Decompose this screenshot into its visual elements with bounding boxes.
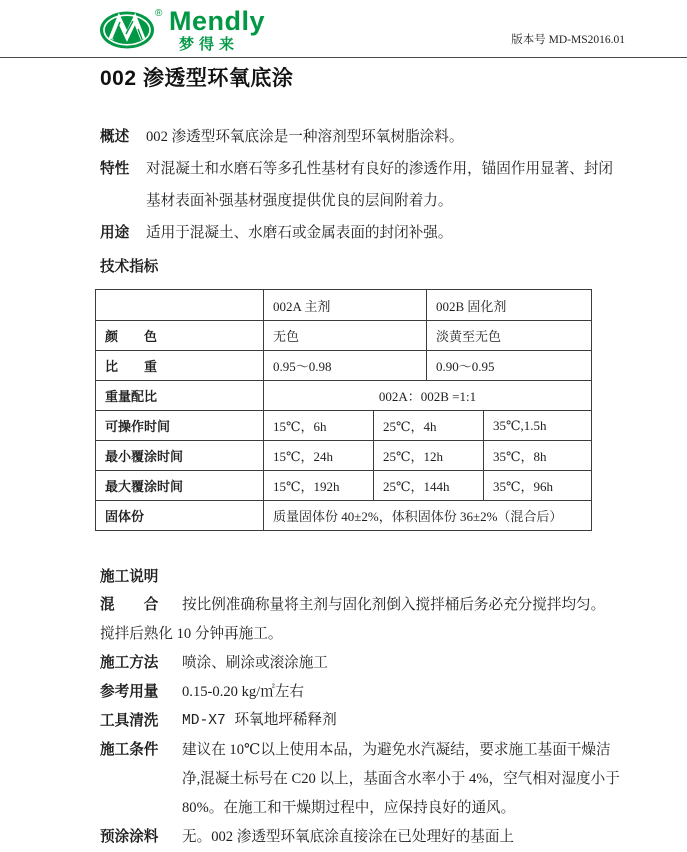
table-cell-value: 25℃，144h — [373, 471, 483, 500]
table-row-max-recoat — [96, 470, 591, 500]
table-cell-value: 002A：002B =1:1 — [263, 381, 591, 410]
table-row-solids — [96, 500, 591, 530]
app-item-coverage — [100, 678, 624, 707]
tech-spec-heading: 技术指标 — [100, 259, 159, 275]
table-cell-value: 0.95～0.98 — [263, 351, 426, 380]
app-item-mixing-continuation: 搅拌后熟化 10 分钟再施工。 — [100, 626, 283, 642]
table-row-color — [96, 320, 591, 350]
overview-label: 特性 — [100, 161, 130, 177]
overview-label: 概述 — [100, 129, 130, 145]
app-item-method — [100, 649, 624, 678]
app-item-text: 按比例准确称量将主剂与固化剂倒入搅拌桶后务必充分搅拌均匀。 — [182, 597, 606, 613]
table-cell-value: 0.90～0.95 — [426, 351, 591, 380]
app-item-conditions — [100, 736, 624, 823]
overview-text: 对混凝土和水磨石等多孔性基材有良好的渗透作用，锚固作用显著、封闭基材表面补强基材强度提供优良的层间附着力。 — [146, 161, 614, 209]
table-row-specific-gravity — [96, 350, 591, 380]
app-item-label: 施工条件 — [100, 742, 159, 758]
app-item-label: 工具清洗 — [100, 713, 159, 729]
table-cell-label: 重量配比 — [105, 389, 158, 404]
tech-spec-table — [95, 289, 592, 531]
table-cell-label: 颜 色 — [105, 329, 158, 344]
table-cell-label: 最小覆涂时间 — [105, 449, 184, 464]
app-item-text: 喷涂、刷涂或滚涂施工 — [182, 655, 328, 671]
table-row-header — [96, 290, 591, 320]
table-cell-002b: 002B 固化剂 — [426, 290, 591, 320]
overview-item-usage — [100, 217, 624, 249]
page-title: 002 渗透型环氧底涂 — [100, 67, 294, 90]
table-cell-value: 35℃，96h — [483, 471, 591, 500]
table-cell-value: 35℃,1.5h — [483, 411, 591, 440]
app-item-mixing — [100, 591, 624, 620]
registered-mark: ® — [155, 8, 163, 19]
table-row-mix-ratio — [96, 380, 591, 410]
overview-section — [100, 121, 624, 249]
table-cell-label: 比 重 — [105, 359, 158, 374]
table-cell-value: 15℃，6h — [263, 411, 373, 440]
table-cell-label: 固体份 — [105, 509, 145, 524]
page-header — [0, 0, 687, 58]
overview-label: 用途 — [100, 225, 130, 241]
application-heading: 施工说明 — [100, 569, 159, 585]
table-cell-value: 无色 — [263, 321, 426, 350]
app-item-label: 施工方法 — [100, 655, 159, 671]
table-row-min-recoat — [96, 440, 591, 470]
app-item-label: 混 合 — [100, 597, 159, 613]
app-item-text: 建议在 10℃以上使用本品，为避免水汽凝结，要求施工基面干燥洁净,混凝土标号在 C20 以上，基面含水率小于 4%，空气相对湿度小于 80%。在施工和干燥期过程中，应保持良好的通风。 — [182, 742, 620, 816]
application-section — [100, 563, 624, 852]
table-cell-value: 质量固体份 40±2%，体积固体份 36±2%（混合后） — [263, 501, 591, 530]
table-cell-value: 15℃，24h — [263, 441, 373, 470]
document-content — [100, 64, 624, 852]
mendly-oval-m-icon — [99, 6, 165, 52]
overview-text: 适用于混凝土、水磨石或金属表面的封闭补强。 — [146, 225, 453, 241]
app-item-precoat — [100, 823, 624, 852]
version-label: 版本号 MD-MS2016.01 — [511, 34, 625, 46]
table-cell-value: 15℃，192h — [263, 471, 373, 500]
table-cell-label: 最大覆涂时间 — [105, 479, 184, 494]
app-item-label: 预涂涂料 — [100, 829, 159, 845]
app-item-text: 无。002 渗透型环氧底涂直接涂在已处理好的基面上 — [182, 829, 515, 845]
table-row-pot-life — [96, 410, 591, 440]
brand-name-cn: 梦得来 — [179, 36, 240, 53]
table-cell-label — [96, 290, 263, 320]
overview-item-features — [100, 153, 624, 217]
brand-name-en: Mendly — [169, 6, 266, 36]
table-cell-value: 25℃，4h — [373, 411, 483, 440]
table-cell-value: 淡黄至无色 — [426, 321, 591, 350]
brand-logo-text — [169, 8, 265, 52]
table-cell-label: 可操作时间 — [105, 419, 171, 434]
app-item-text: 0.15-0.20 kg/㎡左右 — [182, 684, 305, 700]
brand-logo — [99, 6, 265, 52]
app-item-tool-cleaning — [100, 707, 624, 736]
overview-item-summary — [100, 121, 624, 153]
table-cell-002a: 002A 主剂 — [263, 290, 426, 320]
app-item-label: 参考用量 — [100, 684, 159, 700]
overview-text: 002 渗透型环氧底涂是一种溶剂型环氧树脂涂料。 — [146, 129, 464, 145]
table-cell-value: 35℃，8h — [483, 441, 591, 470]
app-item-text: MD-X7 环氧地坪稀释剂 — [182, 713, 337, 729]
table-cell-value: 25℃，12h — [373, 441, 483, 470]
